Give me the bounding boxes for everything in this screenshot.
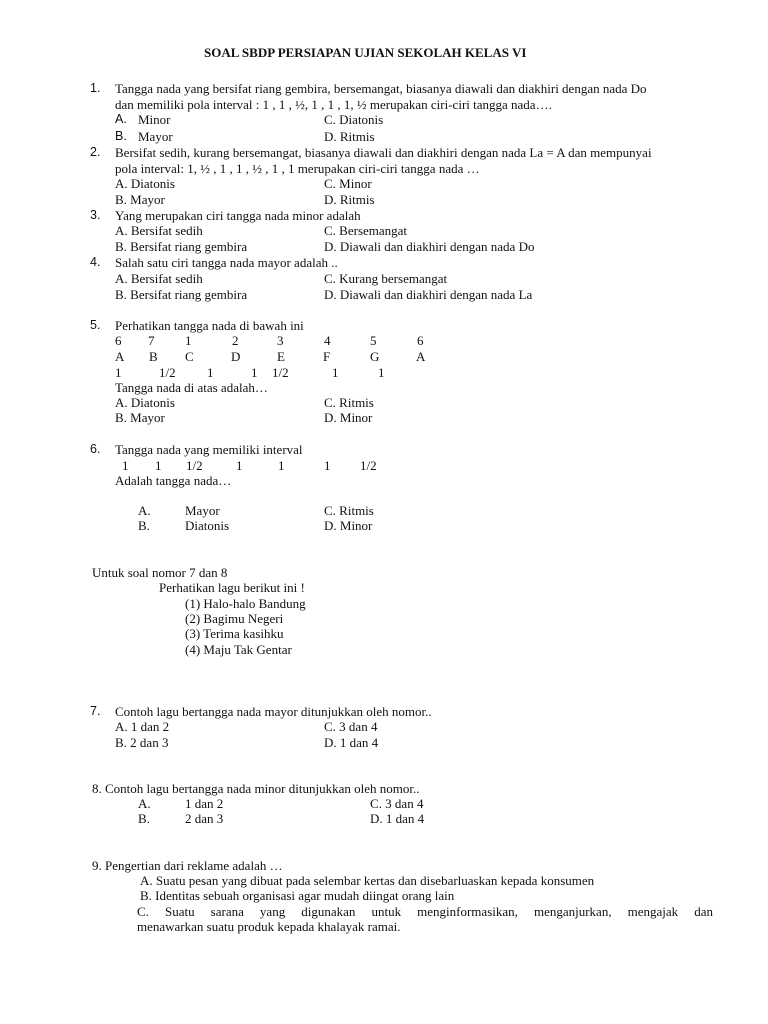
- option-c: C. Ritmis: [324, 503, 374, 518]
- scale-letter: A: [416, 349, 426, 364]
- option-a: Mayor: [185, 503, 220, 518]
- option-d: D. Minor: [324, 518, 373, 533]
- option-c: C. Bersemangat: [324, 223, 408, 238]
- option-d: D. Minor: [324, 410, 373, 425]
- option-a: A. 1 dan 2: [115, 719, 170, 734]
- scale-interval: 1: [207, 365, 214, 380]
- option-a: A. Diatonis: [115, 176, 175, 191]
- scale-interval: 1: [332, 365, 339, 380]
- scale-interval: 1: [278, 458, 285, 473]
- scale-interval: 1: [251, 365, 258, 380]
- question-number: 3.: [90, 208, 101, 222]
- option-label: A.: [138, 503, 151, 518]
- scale-letter: G: [370, 349, 380, 364]
- option-c: C. Diatonis: [324, 112, 384, 127]
- scale-interval: 1: [122, 458, 129, 473]
- option-b: Diatonis: [185, 518, 230, 533]
- page-title: SOAL SBDP PERSIAPAN UJIAN SEKOLAH KELAS VI: [204, 45, 527, 60]
- song-item: (4) Maju Tak Gentar: [185, 642, 292, 657]
- scale-letter: A: [115, 349, 125, 364]
- scale-number: 6: [417, 333, 424, 348]
- scale-interval: 1/2: [186, 458, 203, 473]
- question-number: 1.: [90, 81, 101, 95]
- option-d: D. 1 dan 4: [324, 735, 379, 750]
- option-a: A. Bersifat sedih: [115, 223, 203, 238]
- question-text: pola interval: 1, ½ , 1 , 1 , ½ , 1 , 1 merupakan ciri-ciri tangga nada …: [115, 161, 480, 176]
- scale-interval: 1: [155, 458, 162, 473]
- song-item: (3) Terima kasihku: [185, 626, 284, 641]
- song-item: (2) Bagimu Negeri: [185, 611, 284, 626]
- question-number: 2.: [90, 145, 101, 159]
- scale-number: 1: [185, 333, 192, 348]
- section-instruction: Perhatikan lagu berikut ini !: [159, 580, 305, 595]
- option-a: A. Bersifat sedih: [115, 271, 203, 286]
- option-c: C. 3 dan 4: [324, 719, 378, 734]
- option-a: 1 dan 2: [185, 796, 224, 811]
- scale-letter: F: [323, 349, 331, 364]
- option-b: B. 2 dan 3: [115, 735, 169, 750]
- option-b: B. Mayor: [115, 192, 165, 207]
- question-text: Contoh lagu bertangga nada mayor ditunjukkan oleh nomor..: [115, 704, 432, 719]
- question-text: Perhatikan tangga nada di bawah ini: [115, 318, 304, 333]
- scale-interval: 1/2: [159, 365, 176, 380]
- scale-letter: D: [231, 349, 241, 364]
- scale-interval: 1: [324, 458, 331, 473]
- option-label: B.: [115, 129, 127, 143]
- question-text: Bersifat sedih, kurang bersemangat, biasanya diawali dan diakhiri dengan nada La = A dan mempunyai: [115, 145, 652, 160]
- scale-number: 7: [148, 333, 155, 348]
- question-text: Tangga nada yang memiliki interval: [115, 442, 303, 457]
- option-b: Mayor: [138, 129, 173, 144]
- question-text: Salah satu ciri tangga nada mayor adalah ..: [115, 255, 338, 270]
- question-text: dan memiliki pola interval : 1 , 1 , ½, 1 , 1 , 1, ½ merupakan ciri-ciri tangga nada….: [115, 97, 552, 112]
- scale-number: 4: [324, 333, 331, 348]
- option-b: B. Identitas sebuah organisasi agar mudah diingat orang lain: [140, 888, 455, 903]
- question-text: Tangga nada di atas adalah…: [115, 380, 268, 395]
- scale-number: 2: [232, 333, 239, 348]
- option-c-continued: menawarkan suatu produk kepada khalayak ramai.: [137, 919, 401, 934]
- option-b: 2 dan 3: [185, 811, 224, 826]
- option-a: Minor: [138, 112, 171, 127]
- option-b: B. Bersifat riang gembira: [115, 287, 248, 302]
- scale-letter: C: [185, 349, 194, 364]
- scale-number: 3: [277, 333, 284, 348]
- question-text: 8. Contoh lagu bertangga nada minor ditunjukkan oleh nomor..: [92, 781, 420, 796]
- option-c: C. Kurang bersemangat: [324, 271, 448, 286]
- scale-interval: 1: [115, 365, 122, 380]
- question-text: Adalah tangga nada…: [115, 473, 232, 488]
- option-d: D. Ritmis: [324, 129, 375, 144]
- option-d: D. Diawali dan diakhiri dengan nada La: [324, 287, 533, 302]
- scale-interval: 1: [236, 458, 243, 473]
- question-text: Tangga nada yang bersifat riang gembira, bersemangat, biasanya diawali dan diakhiri dengan nada Do: [115, 81, 647, 96]
- question-number: 5.: [90, 318, 101, 332]
- question-number: 6.: [90, 442, 101, 456]
- song-item: (1) Halo-halo Bandung: [185, 596, 306, 611]
- option-c: C. Ritmis: [324, 395, 374, 410]
- option-c: C. Minor: [324, 176, 372, 191]
- option-a: A. Diatonis: [115, 395, 175, 410]
- scale-interval: 1/2: [360, 458, 377, 473]
- option-label: A.: [115, 112, 127, 126]
- option-d: D. Diawali dan diakhiri dengan nada Do: [324, 239, 535, 254]
- scale-interval: 1: [378, 365, 385, 380]
- scale-letter: E: [277, 349, 285, 364]
- option-d: D. 1 dan 4: [370, 811, 425, 826]
- option-d: D. Ritmis: [324, 192, 375, 207]
- option-label: B.: [138, 811, 150, 826]
- option-label: B.: [138, 518, 150, 533]
- section-intro: Untuk soal nomor 7 dan 8: [92, 565, 228, 580]
- scale-number: 6: [115, 333, 122, 348]
- option-c: C. 3 dan 4: [370, 796, 424, 811]
- option-a: A. Suatu pesan yang dibuat pada selembar kertas dan disebarluaskan kepada konsumen: [140, 873, 595, 888]
- option-b: B. Mayor: [115, 410, 165, 425]
- question-text: 9. Pengertian dari reklame adalah …: [92, 858, 283, 873]
- option-label: A.: [138, 796, 151, 811]
- scale-number: 5: [370, 333, 377, 348]
- question-text: Yang merupakan ciri tangga nada minor adalah: [115, 208, 361, 223]
- option-b: B. Bersifat riang gembira: [115, 239, 248, 254]
- scale-letter: B: [149, 349, 158, 364]
- question-number: 7.: [90, 704, 101, 718]
- option-c: C. Suatu sarana yang digunakan untuk menginformasikan, menganjurkan, mengajak dan: [137, 904, 713, 919]
- scale-interval: 1/2: [272, 365, 289, 380]
- question-number: 4.: [90, 255, 101, 269]
